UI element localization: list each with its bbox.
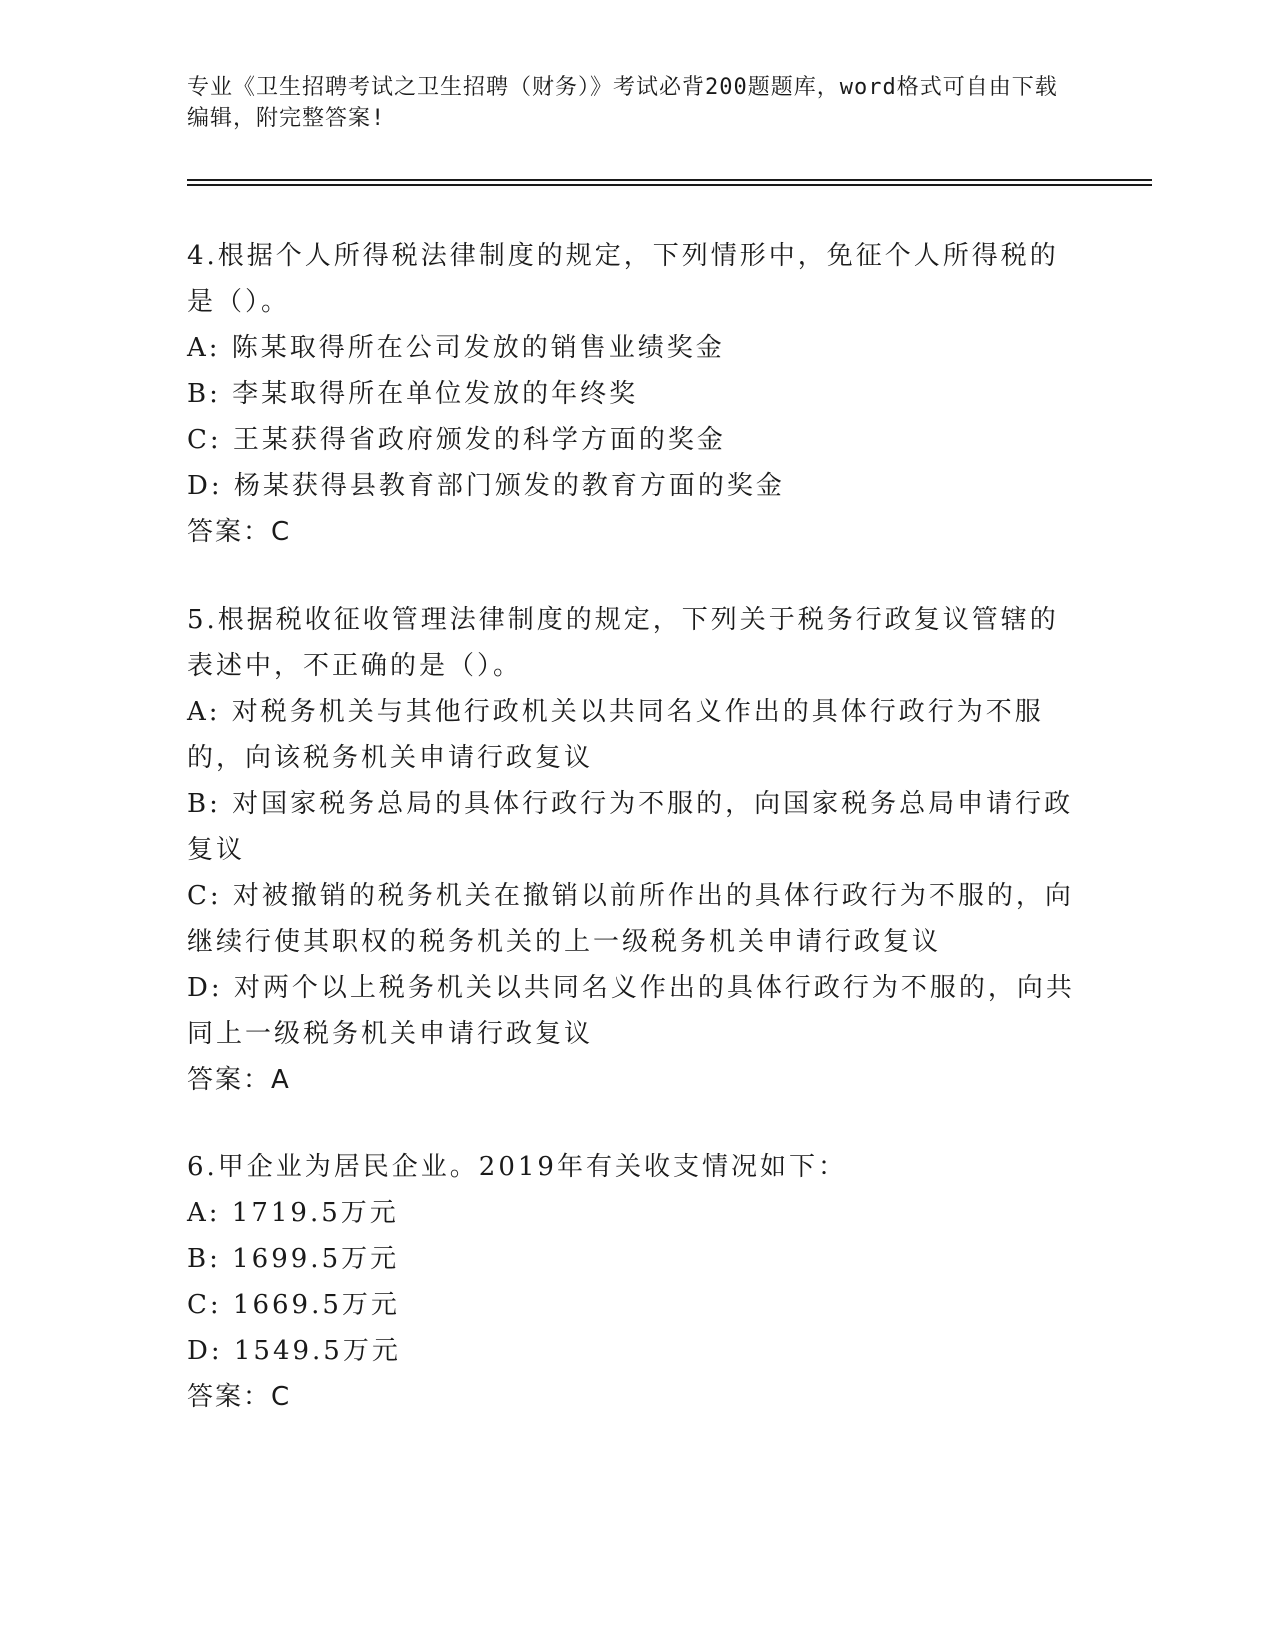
option-d: D: 杨某获得县教育部门颁发的教育方面的奖金 xyxy=(187,471,785,501)
answer: 答案：A xyxy=(187,1065,291,1095)
question-4 xyxy=(187,233,1077,555)
header-divider-top xyxy=(187,179,1152,181)
option-c: C: 王某获得省政府颁发的科学方面的奖金 xyxy=(187,425,726,455)
answer: 答案：C xyxy=(187,1382,292,1412)
option-a: A: 陈某取得所在公司发放的销售业绩奖金 xyxy=(187,333,725,363)
option-b: B: 对国家税务总局的具体行政行为不服的，向国家税务总局申请行政复议 xyxy=(187,789,1074,865)
question-stem: 5.根据税收征收管理法律制度的规定，下列关于税务行政复议管辖的表述中，不正确的是（）。 xyxy=(187,605,1059,681)
question-6 xyxy=(187,1144,1077,1420)
option-a: A: 对税务机关与其他行政机关以共同名义作出的具体行政行为不服的，向该税务机关申请行政复议 xyxy=(187,697,1044,773)
option-c: C: 对被撤销的税务机关在撤销以前所作出的具体行政行为不服的，向继续行使其职权的税务机关的上一级税务机关申请行政复议 xyxy=(187,881,1074,957)
option-b: B: 李某取得所在单位发放的年终奖 xyxy=(187,379,639,409)
option-a: A: 1719.5万元 xyxy=(187,1198,399,1228)
header-divider-bottom xyxy=(187,184,1152,186)
option-c: C: 1669.5万元 xyxy=(187,1290,400,1320)
option-b: B: 1699.5万元 xyxy=(187,1244,400,1274)
question-5 xyxy=(187,597,1077,1103)
option-d: D: 对两个以上税务机关以共同名义作出的具体行政行为不服的，向共同上一级税务机关申请行政复议 xyxy=(187,973,1075,1049)
answer: 答案：C xyxy=(187,517,292,547)
question-stem: 6.甲企业为居民企业。2019年有关收支情况如下： xyxy=(187,1152,847,1182)
document-header: 专业《卫生招聘考试之卫生招聘（财务）》考试必背200题题库，word格式可自由下载编辑，附完整答案! xyxy=(187,75,1058,131)
option-d: D: 1549.5万元 xyxy=(187,1336,401,1366)
question-stem: 4.根据个人所得税法律制度的规定，下列情形中，免征个人所得税的是（）。 xyxy=(187,241,1059,317)
